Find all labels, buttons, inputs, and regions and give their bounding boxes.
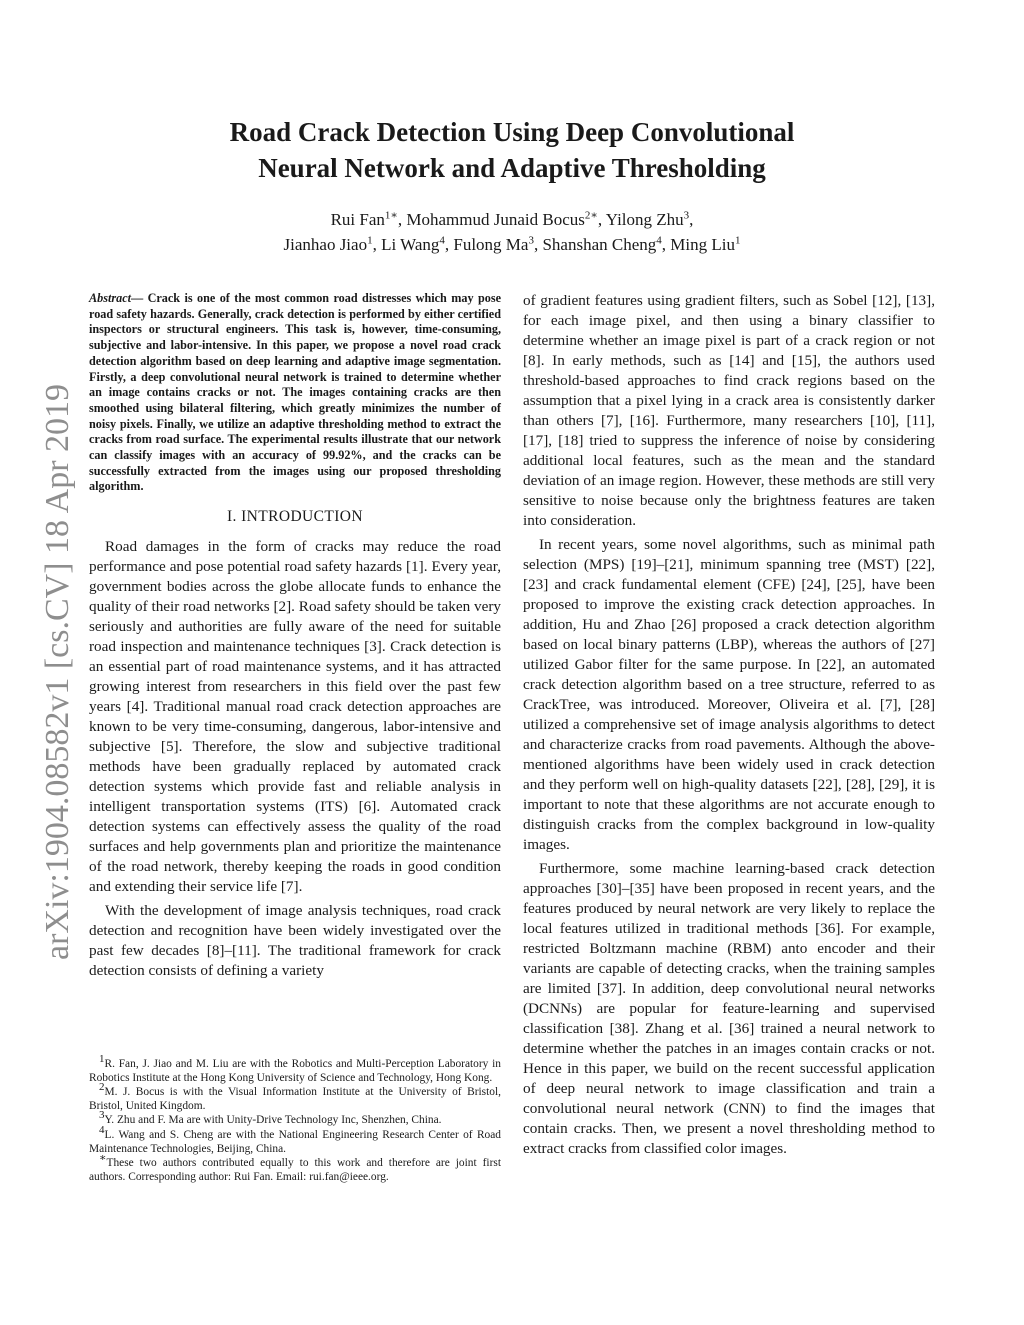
author-name: Mohammud Junaid Bocus xyxy=(406,210,585,229)
author-affiliation-mark: 1∗ xyxy=(384,209,398,222)
authors-line-1: Rui Fan$^{1∗}$, Mohammud Junaid Bocus$^{2∗}$, Yilong Zhu$^3$, xyxy=(330,209,694,229)
footnote-text: R. Fan, J. Jiao and M. Liu are with the Robotics and Multi-Perception Laboratory in Robotics Institute at the Hong Kong University of Science and Technology, Hong Kong. xyxy=(89,1058,501,1084)
author-name: Yilong Zhu xyxy=(605,210,684,229)
abstract-dash: — xyxy=(130,291,144,305)
author-name: Fulong Ma xyxy=(453,235,529,254)
abstract-text: Crack is one of the most common road distresses which may pose road safety hazards. Generally, crack detection is performed by either certified inspectors or structural engineers. This task is, however, time-consuming, subjective and labor-intensive. In this paper, we propose a novel road crack detection algorithm based on deep learning and adaptive image segmentation. Firstly, a deep convolutional neural network is trained to determine whether an image contains cracks or not. The images containing cracks are then smoothed using bilateral filtering, which greatly minimizes the number of noisy pixels. Finally, we utilize an adaptive thresholding method to extract the cracks from road surface. The experimental results illustrate that our network can classify images with an accuracy of 99.92%, and the cracks can be successfully extracted from the images using our proposed thresholding algorithm. xyxy=(89,291,501,494)
section-heading-introduction: I. INTRODUCTION xyxy=(226,508,363,526)
footnote-text: These two authors contributed equally to this work and therefore are joint first authors. Corresponding author: Rui Fan. Email: rui.fan@ieee.org. xyxy=(89,1157,501,1183)
footnote-mark: 1 xyxy=(99,1053,105,1066)
footnote xyxy=(89,1152,501,1184)
author-affiliation-mark: 3 xyxy=(528,234,534,247)
author-name: Ming Liu xyxy=(670,235,735,254)
footnote-mark: 2 xyxy=(99,1081,105,1094)
author-affiliation-mark: 4 xyxy=(656,234,662,247)
paper-title xyxy=(150,114,874,186)
title-line-2: Neural Network and Adaptive Thresholding xyxy=(258,153,766,183)
author-list xyxy=(150,207,874,257)
footnote-text: L. Wang and S. Cheng are with the National Engineering Research Center of Road Maintenance Technologies, Beijing, China. xyxy=(89,1128,501,1155)
authors-line-2: Jianhao Jiao$^1$, Li Wang$^4$, Fulong Ma$^3$, Shanshan Cheng$^4$, Ming Liu$^1$ xyxy=(283,234,741,254)
footnote-mark: 4 xyxy=(99,1124,105,1137)
author-affiliation-mark: 4 xyxy=(439,234,445,247)
footnote-mark: ∗ xyxy=(99,1152,107,1165)
author-affiliation-mark: 1 xyxy=(367,234,373,247)
author-affiliation-mark: 2∗ xyxy=(584,209,598,222)
footnote xyxy=(89,1081,501,1113)
footnote-mark: 3 xyxy=(99,1109,105,1122)
footnote xyxy=(89,1124,501,1156)
intro-paragraph-2: With the development of image analysis techniques, road crack detection and recognition have been widely investigated over the past few decades [8]–[11]. The traditional framework for crack detection consists of defining a variety xyxy=(89,902,501,980)
right-column xyxy=(523,291,935,1159)
abstract xyxy=(89,291,501,495)
author-name: Rui Fan xyxy=(330,210,385,229)
footnote-text: Y. Zhu and F. Ma are with Unity-Drive Technology Inc, Shenzhen, China. xyxy=(104,1114,442,1127)
author-name: Jianhao Jiao xyxy=(283,235,368,254)
intro-paragraph-1: Road damages in the form of cracks may reduce the road performance and pose potential road safety hazards [1]. Every year, government bodies across the globe allocate funds to enhance the quality of their road networks [2]. Road safety should be taken very seriously and authorities are fully aware of the need for suitable road inspection and maintenance techniques [3]. Crack detection is an essential part of road maintenance systems, and it has attracted growing interest from researchers in this field over the past few years [4]. Traditional manual road crack detection approaches are known to be very time-consuming, dangerous, labor-intensive and subjective [5]. Therefore, the slow and subjective traditional methods have been gradually replaced by automated crack detection systems which provide fast and reliable analysis in intelligent transportation systems (ITS) [6]. Automated crack detection systems can effectively assess the quality of the road surfaces and help governments plan and prioritize the maintenance of the road network, thereby keeping the roads in good condition and extending their service life [7]. xyxy=(89,538,501,896)
left-column xyxy=(89,291,501,981)
author-affiliation-mark: 1 xyxy=(734,234,741,247)
title-line-1: Road Crack Detection Using Deep Convolutional xyxy=(229,117,795,147)
footnote xyxy=(89,1109,501,1128)
author-name: Li Wang xyxy=(381,235,440,254)
intro-paragraph-4: Furthermore, some machine learning-based crack detection approaches [30]–[35] have been proposed in recent years, and the features produced by neural network are very likely to replace the local features utilized in traditional methods [36]. For example, restricted Boltzmann machine (RBM) anto encoder and their variants are capable of detecting cracks, when the training samples are limited [37]. In addition, deep convolutional neural networks (DCNNs) are popular for feature-learning and supervised classification [38]. Zhang et al. [36] trained a neural network to determine whether the patches in an images contain cracks or not. Hence in this paper, we build on the recent successful application of deep neural network to image classification and train a convolutional neural network (CNN) to find the images that contain cracks. Then, we present a novel thresholding method to extract cracks from classified color images. xyxy=(523,860,935,1157)
footnote xyxy=(89,1053,501,1085)
footnotes xyxy=(89,1053,501,1185)
arxiv-identifier[interactable]: arXiv:1904.08582v1 [cs.CV] 18 Apr 2019 xyxy=(39,383,76,960)
author-name: Shanshan Cheng xyxy=(542,235,657,254)
intro-paragraph-2-continued: of gradient features using gradient filters, such as Sobel [12], [13], for each image pixel, and then using a binary classifier to determine whether an image pixel is part of a crack region or not [8]. In early methods, such as [14] and [15], the authors used threshold-based approaches to find crack regions based on the assumption that a pixel lying in a crack area is consistently darker than others [7], [16]. Furthermore, many researchers [10], [11], [17], [18] tried to suppress the inference of noise by considering additional local features, such as the mean and the standard deviation of an image region. However, these methods are still very sensitive to noise because only the brightness features are taken into consideration. xyxy=(523,292,935,529)
intro-paragraph-3: In recent years, some novel algorithms, such as minimal path selection (MPS) [19]–[21], minimum spanning tree (MST) [22], [23] and crack fundamental element (CFE) [24], [25], have been proposed to improve the existing crack detection approaches. In addition, Hu and Zhao [26] proposed a crack detection algorithm based on local binary patterns (LBP), whereas the authors of [27] utilized Gabor filter for the same purpose. In [22], an automated crack detection algorithm based on a tree structure, referred to as CrackTree, was introduced. Moreover, Oliveira et al. [7], [28] utilized a comprehensive set of image analysis algorithms to detect and characterize cracks from road pavements. Although the above-mentioned algorithms have been widely used in crack detection and they perform well on high-quality datasets [22], [28], [29], it is important to note that these algorithms are not accurate enough to distinguish cracks from the complex background in low-quality images. xyxy=(523,536,935,853)
footnote-text: M. J. Bocus is with the Visual Information Institute at the University of Bristol, Bristol, United Kingdom. xyxy=(89,1086,501,1112)
author-affiliation-mark: 3 xyxy=(683,209,690,222)
abstract-label: Abstract xyxy=(89,291,131,305)
